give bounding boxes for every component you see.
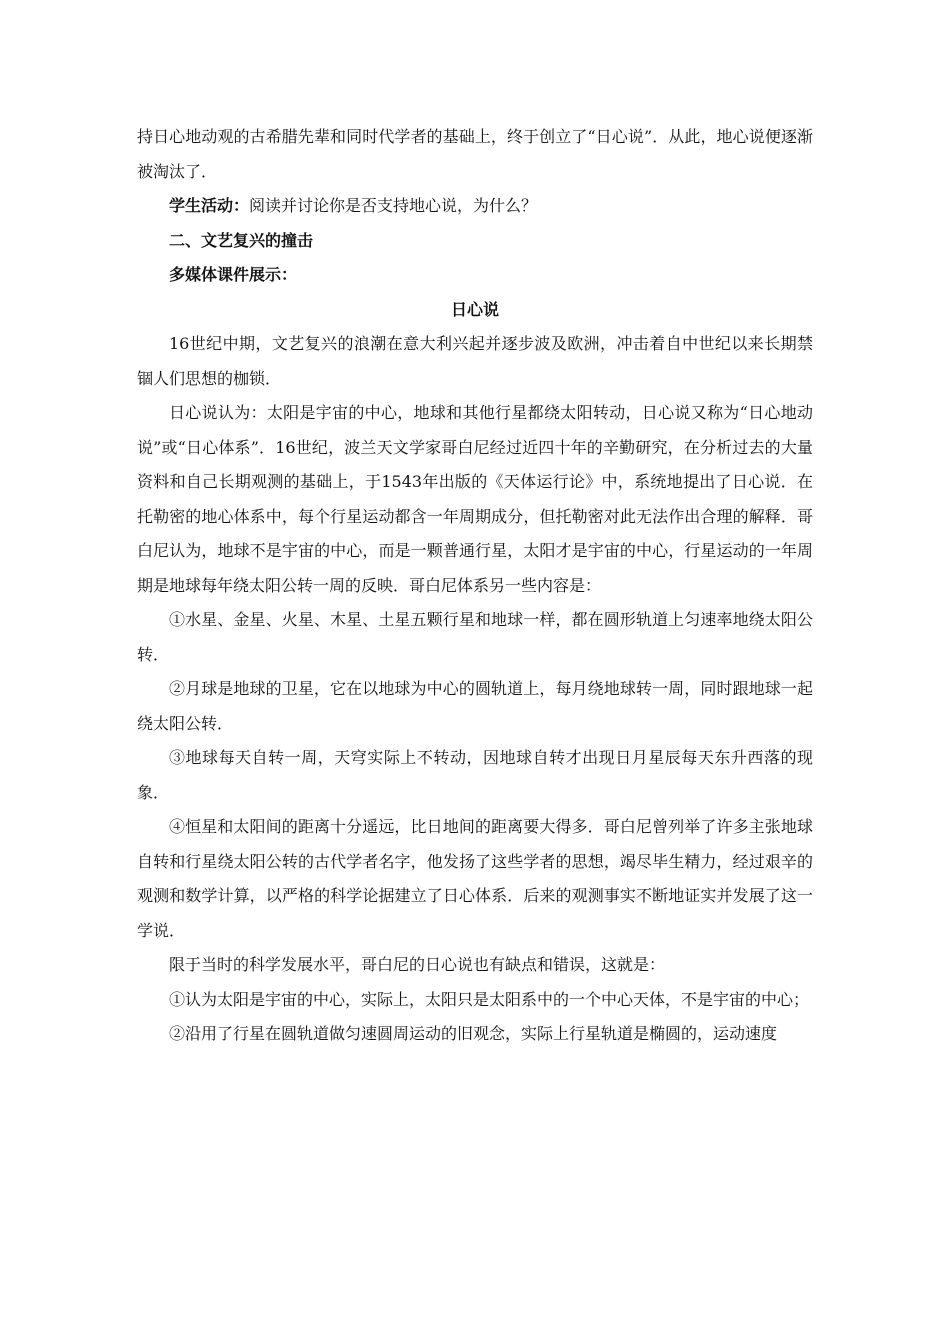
paragraph-heliocentric-definition: 日心说认为：太阳是宇宙的中心，地球和其他行星都绕太阳转动，日心说又称为“日心地动说”或“日心体系”．16世纪，波兰天文学家哥白尼经过近四十年的辛勤研究，在分析过去的大量资料和自己长期观测的基础上，于1543年出版的《天体运行论》中，系统地提出了日心说．在托勒密的地心体系中，每个行星运动都含一年周期成分，但托勒密对此无法作出合理的解释．哥白尼认为，地球不是宇宙的中心，而是一颗普通行星，太阳才是宇宙的中心，行星运动的一年周期是地球每年绕太阳公转一周的反映．哥白尼体系另一些内容是： (137, 403, 813, 595)
intro-paragraph: 持日心地动观的古希腊先辈和同时代学者的基础上，终于创立了“日心说”．从此，地心说便逐渐被淘汰了． (137, 127, 813, 181)
section-heading: 二、文艺复兴的撞击 (169, 230, 314, 250)
article-title: 日心说 (450, 299, 499, 319)
list-item-error-2: ②沿用了行星在圆轨道做匀速圆周运动的旧观念，实际上行星轨道是椭圆的，运动速度 (169, 1024, 778, 1043)
student-activity-label: 学生活动： (169, 196, 250, 215)
list-item-error-1: ①认为太阳是宇宙的中心，实际上，太阳只是太阳系中的一个中心天体，不是宇宙的中心； (169, 989, 810, 1009)
student-activity-line (137, 189, 813, 224)
list-item-point-1: ①水星、金星、火星、木星、土星五颗行星和地球一样，都在圆形轨道上匀速率地绕太阳公转． (137, 610, 813, 664)
list-item-point-2: ②月球是地球的卫星，它在以地球为中心的圆轨道上，每月绕地球转一周，同时跟地球一起绕太阳公转． (137, 679, 813, 733)
multimedia-label: 多媒体课件展示： (169, 265, 298, 284)
document-body (137, 120, 813, 1052)
paragraph-renaissance: 16世纪中期，文艺复兴的浪潮在意大利兴起并逐步波及欧洲，冲击着自中世纪以来长期禁锢人们思想的枷锁． (137, 334, 813, 388)
list-item-point-3: ③地球每天自转一周，天穹实际上不转动，因地球自转才出现日月星辰每天东升西落的现象． (137, 748, 813, 802)
student-activity-text: 阅读并讨论你是否支持地心说，为什么？ (249, 196, 538, 215)
list-item-point-4: ④恒星和太阳间的距离十分遥远，比日地间的距离要大得多．哥白尼曾列举了许多主张地球自转和行星绕太阳公转的古代学者名字，他发扬了这些学者的思想，竭尽毕生精力，经过艰辛的观测和数学计算，以严格的科学论据建立了日心体系．后来的观测事实不断地证实并发展了这一学说． (137, 817, 813, 940)
paragraph-limitations: 限于当时的科学发展水平，哥白尼的日心说也有缺点和错误，这就是： (169, 955, 666, 974)
